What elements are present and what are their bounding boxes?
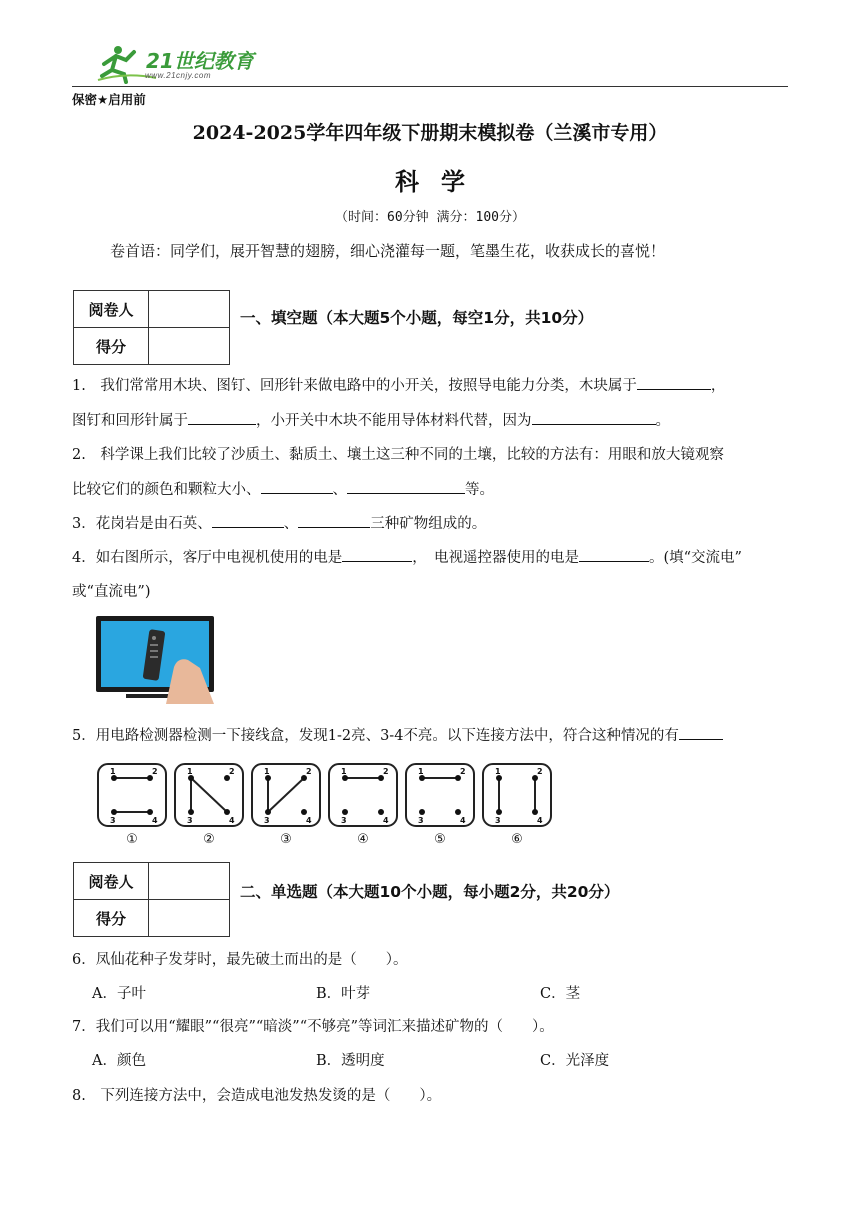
terminal-number: 2 (229, 767, 235, 776)
header-divider (72, 86, 788, 87)
circuit-diagrams (96, 760, 560, 850)
q6-option-c[interactable]: C．茎 (540, 986, 581, 1002)
terminal-number: 4 (306, 816, 312, 825)
terminal-number: 2 (383, 767, 389, 776)
terminal-number: 3 (264, 816, 270, 825)
terminal-number: 2 (460, 767, 466, 776)
q6-option-b[interactable]: B．叶芽 (316, 986, 371, 1002)
terminal-number: 1 (110, 767, 116, 776)
q4-blank-1[interactable] (342, 547, 412, 562)
connection-wire (191, 778, 227, 812)
q2-text-c: 、 (332, 482, 347, 498)
q1-text-a: 1. 我们常常用木块、图钉、回形针来做电路中的小开关，按照导电能力分类，木块属于 (72, 378, 637, 394)
terminal-number: 2 (537, 767, 543, 776)
terminal-number: 1 (264, 767, 270, 776)
reviewer-label: 阅卷人 (74, 863, 149, 900)
circuit-label: ⑤ (434, 832, 446, 847)
logo-url: www.21cnjy.com (145, 71, 211, 80)
q4-line2: 或“直流电”) (72, 584, 151, 600)
terminal-dot (342, 809, 348, 815)
q1-line1 (72, 374, 725, 395)
q5-line (72, 724, 723, 745)
circuit-label: ① (126, 832, 138, 847)
terminal-number: 3 (110, 816, 116, 825)
terminal-number: 1 (418, 767, 424, 776)
section1-title: 一、填空题（本大题5个小题，每空1分，共10分） (240, 309, 594, 327)
q6-option-a[interactable]: A．子叶 (92, 986, 146, 1002)
q7-stem: 7．我们可以用“耀眼”“很亮”“暗淡”“不够亮”等词汇来描述矿物的（ ）。 (72, 1019, 554, 1035)
junction-box-1 (98, 764, 166, 847)
q5-text-a: 5．用电路检测器检测一下接线盒，发现1-2亮、3-4不亮。以下连接方法中，符合这种情况的有 (72, 728, 679, 744)
terminal-dot (224, 809, 230, 815)
logo-text: 21世纪教育 (146, 49, 254, 73)
q2-line1: 2. 科学课上我们比较了沙质土、黏质土、壤土这三种不同的土壤，比较的方法有：用眼和放大镜观察 (72, 447, 724, 463)
terminal-number: 2 (306, 767, 312, 776)
q1-text-c: 图钉和回形针属于 (72, 413, 188, 429)
exam-time-info: （时间：60分钟 满分：100分） (335, 210, 525, 225)
junction-box-3 (252, 764, 320, 847)
q3-blank-1[interactable] (212, 513, 284, 528)
q1-text-d: ，小开关中木块不能用导体材料代替，因为 (256, 413, 532, 429)
exam-motto: 卷首语：同学们，展开智慧的翅膀，细心浇灌每一题，笔墨生花，收获成长的喜悦！ (110, 242, 666, 260)
terminal-number: 1 (341, 767, 347, 776)
q2-blank-1[interactable] (261, 479, 333, 494)
q2-line2 (72, 478, 494, 499)
reviewer-label: 阅卷人 (74, 291, 149, 328)
terminal-dot (147, 809, 153, 815)
circuit-label: ④ (357, 832, 369, 847)
terminal-dot (419, 809, 425, 815)
terminal-number: 4 (383, 816, 389, 825)
q1-blank-2[interactable] (188, 410, 256, 425)
terminal-number: 3 (341, 816, 347, 825)
score-box-section1 (73, 290, 230, 365)
q3-text-a: 3．花岗岩是由石英、 (72, 516, 212, 532)
terminal-dot (378, 809, 384, 815)
exam-subject: 科学 (395, 167, 487, 196)
score-label: 得分 (74, 328, 149, 365)
q2-text-b: 比较它们的颜色和颗粒大小、 (72, 482, 261, 498)
score-field[interactable] (149, 900, 230, 937)
junction-box-5 (406, 764, 474, 847)
q3-text-b: 、 (283, 516, 299, 532)
q4-text-a: 4．如右图所示，客厅中电视机使用的电是 (72, 550, 343, 566)
q6-stem: 6．凤仙花种子发芽时，最先破土而出的是（ ）。 (72, 952, 408, 968)
q4-line1 (72, 546, 742, 567)
score-label: 得分 (74, 900, 149, 937)
score-field[interactable] (149, 328, 230, 365)
terminal-dot (532, 809, 538, 815)
q1-blank-3[interactable] (532, 410, 656, 425)
q2-blank-2[interactable] (347, 479, 465, 494)
connection-wire (268, 778, 304, 812)
q2-text-d: 等。 (465, 482, 494, 498)
score-box-section2 (73, 862, 230, 937)
circuit-label: ③ (280, 832, 292, 847)
q3-blank-2[interactable] (298, 513, 370, 528)
q7-option-a[interactable]: A．颜色 (92, 1053, 146, 1069)
q7-option-c[interactable]: C．光泽度 (540, 1053, 610, 1069)
q1-text-e: 。 (655, 413, 670, 429)
q3-line (72, 512, 486, 533)
terminal-number: 3 (187, 816, 193, 825)
junction-box-4 (329, 764, 397, 847)
terminal-number: 2 (152, 767, 158, 776)
terminal-number: 4 (229, 816, 235, 825)
section2-title: 二、单选题（本大题10个小题，每小题2分，共20分） (240, 883, 620, 901)
terminal-number: 1 (187, 767, 193, 776)
junction-box-2 (175, 764, 243, 847)
q1-text-b: ， (710, 378, 726, 394)
q4-text-c: 。(填“交流电” (648, 550, 742, 566)
q1-line2 (72, 409, 670, 430)
circuit-label: ⑥ (511, 832, 523, 847)
circuit-label: ② (203, 832, 215, 847)
junction-box-6 (483, 764, 551, 847)
exam-title: 2024-2025学年四年级下册期末模拟卷（兰溪市专用） (192, 122, 668, 144)
q1-blank-1[interactable] (637, 375, 711, 390)
q4-blank-2[interactable] (579, 547, 649, 562)
terminal-dot (188, 809, 194, 815)
terminal-dot (265, 809, 271, 815)
q7-option-b[interactable]: B．透明度 (316, 1053, 385, 1069)
q4-text-b: ， 电视遥控器使用的电是 (412, 550, 579, 566)
terminal-number: 1 (495, 767, 501, 776)
reviewer-field[interactable] (149, 291, 230, 328)
q3-text-c: 三种矿物组成的。 (370, 516, 487, 532)
terminal-dot (301, 809, 307, 815)
terminal-number: 4 (537, 816, 543, 825)
site-logo (96, 42, 266, 88)
terminal-number: 4 (152, 816, 158, 825)
confidential-label: 保密★启用前 (72, 92, 146, 107)
q5-blank[interactable] (679, 725, 723, 740)
q8-stem: 8. 下列连接方法中，会造成电池发热发烫的是（ ）。 (72, 1088, 442, 1104)
terminal-dot (496, 809, 502, 815)
tv-remote-image (96, 612, 218, 704)
terminal-dot (111, 809, 117, 815)
terminal-number: 4 (460, 816, 466, 825)
terminal-number: 3 (418, 816, 424, 825)
terminal-dot (455, 809, 461, 815)
terminal-number: 3 (495, 816, 501, 825)
reviewer-field[interactable] (149, 863, 230, 900)
